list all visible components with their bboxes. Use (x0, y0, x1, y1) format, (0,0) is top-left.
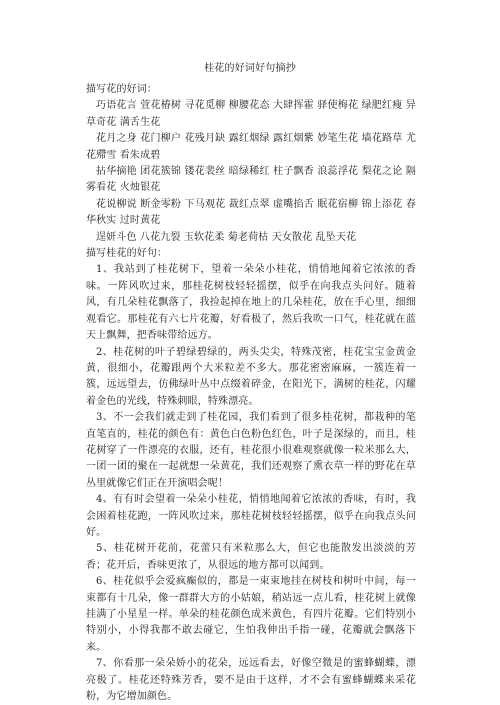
sentence-paragraph: 2、桂花树的叶子碧绿碧绿的，两头尖尖，特殊茂密，桂花宝宝金黄金黄，很细小，花瓣跟两个大米粒差不多大。那花密密麻麻，一簇连着一簇，远远望去，仿佛绿叶丛中点缀着碎金，在阳光下，满树的桂花，闪耀着金色的光线，特殊刺眼，特殊漂亮。 (86, 346, 416, 407)
word-list-line: 逞妍斗色 八花九裂 玉软花柔 菊老荷枯 天女散花 乱坠天花 (96, 231, 357, 243)
sentence-paragraph: 4、有有时会望着一朵朵小桂花，悄悄地闻着它浓浓的香味，有时，我会困着桂花跑，一阵风吹过来，那桂花树枝轻轻摇摆，似乎在向我点头问好。 (86, 494, 416, 538)
word-list-line: 花说柳说 断金零粉 下马观花 裁红点翠 虚嘴掐舌 眠花宿柳 锦上添花 春华秋实 过时黄花 (86, 198, 416, 227)
sentence-paragraph: 6、桂花似乎会爱疯癫似的，都是一束束地挂在树枝和树叶中间，每一束都有十几朵，像一群群大方的小姑娘，稍站远一点儿看，桂花树上就像挂满了小星星一样。单朵的桂花颜色成米黄色，有四片花瓣。它们特别小特别小，小得我都不敢去碰它，生怕我伸出手指一碰，花瓣就会飘落下来。 (86, 576, 416, 653)
section-heading-words: 描写花的好词： (86, 84, 158, 95)
word-list-line: 巧语花言 萱花椿树 寻花觅柳 柳腰花态 大肆挥霍 驿使梅花 绿肥红瘦 异草奇花 满舌生花 (86, 100, 416, 128)
word-list-line: 花月之身 花门柳户 花残月缺 露红烟绿 露红烟紫 妙笔生花 墙花路草 尤花殢雪 看朱成碧 (86, 133, 416, 161)
section-heading-sentences: 描写桂花的好句： (86, 248, 168, 260)
sentence-paragraph: 7、你看那一朵朵娇小的花朵，远远看去，好像空微是的蜜蜂蝴蝶，漂亮极了。桂花还特殊芳香，要不是由于这样，才不会有蜜蜂蝴蝶来采花粉，为它增加颜色。 (86, 658, 416, 703)
page-title: 桂花的好词好句摘抄 (204, 63, 296, 74)
sentence-paragraph: 1、我站到了桂花树下，望着一朵朵小桂花，悄悄地闻着它浓浓的香味。一阵风吹过来，那桂花树枝轻轻摇摆，似乎在向我点头问好。随着风，有几朵桂花飘落了，我捡起掉在地上的几朵桂花，放在手心里，细细观看它。那桂花有六七片花瓣，好看极了，然后我吹一口气，桂花就在蓝天上飘舞，把香味带给远方。 (86, 264, 416, 342)
word-list-line: 拈华摘艳 团花簇锦 镂花裴丝 暗绿稀红 柱子飘香 浪蕊浮花 梨花之论 隔雾看花 火烛银花 (86, 166, 416, 194)
sentence-paragraph: 5、桂花树开花前，花蕾只有米粒那么大，但它也能散发出淡淡的芳香；花开后，香味更浓了，从很远的地方都可以闻到。 (86, 543, 416, 571)
sentence-paragraph: 3、不一会我们就走到了桂花园，我们看到了很多桂花树，都栽种的笔直笔直的，桂花的颜色有：黄色白色粉色红色，叶子是深绿的，而且，桂花树穿了一件漂亮的衣服，还有，桂花很小很难观察就像一粒米那么大，一团一团的聚在一起就想一朵黄花，我们还观察了熏衣草一样的野花在草丛里就像它们正在开演唱会呢！ (86, 412, 416, 489)
document-body (86, 82, 416, 705)
